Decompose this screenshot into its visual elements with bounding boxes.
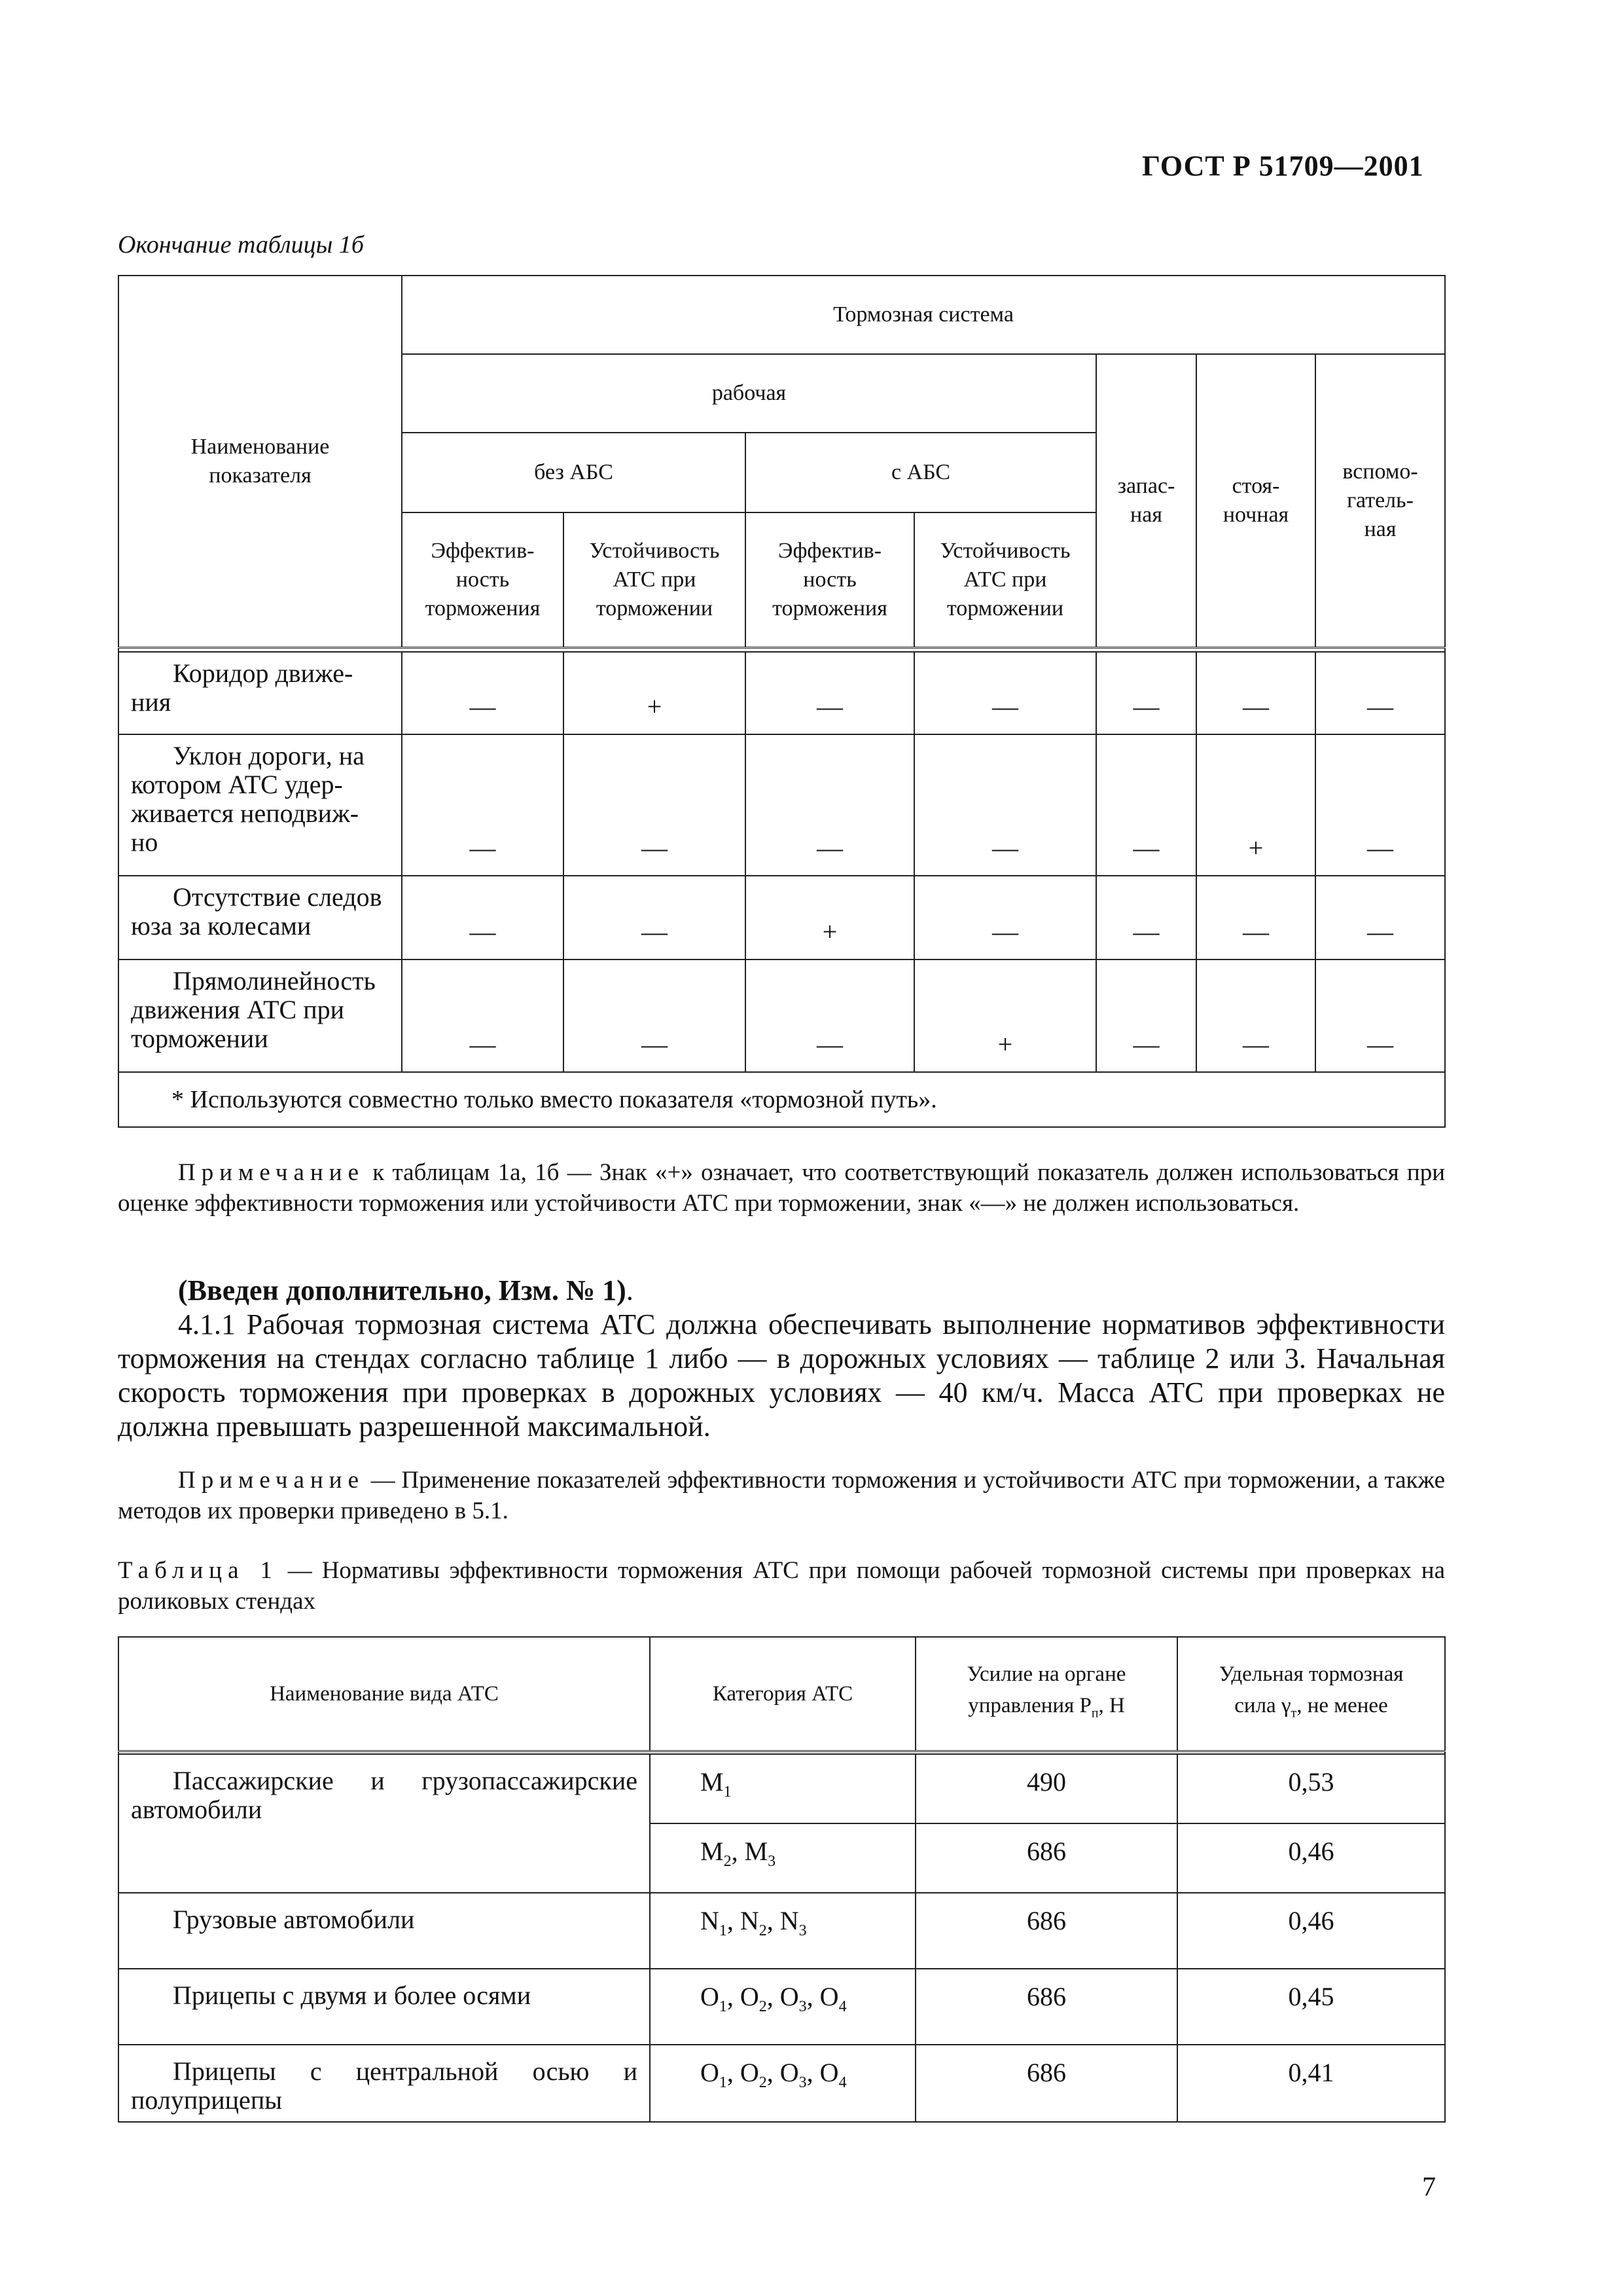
note-text: к таблицам 1а, 1б — Знак «+» означает, что соответствующий показатель должен использоваться при оценке эффективности торможения или устойчивости АТС при торможении, знак «—» не должен использоваться. bbox=[118, 1159, 1445, 1217]
cell-value: — bbox=[402, 652, 563, 734]
cell-value: — bbox=[563, 734, 745, 876]
cell-value: + bbox=[914, 960, 1096, 1072]
table-1 bbox=[118, 1636, 1446, 2123]
document-header: ГОСТ Р 51709—2001 bbox=[1142, 150, 1424, 182]
cell-value: — bbox=[563, 876, 745, 960]
table-1b bbox=[118, 275, 1446, 1128]
vehicle-type-name: Грузовые автомобили bbox=[118, 1893, 650, 1969]
braking-ratio: 0,53 bbox=[1177, 1754, 1445, 1823]
header-effectiveness: Эффектив- ность торможения bbox=[402, 512, 563, 647]
row-indicator-name: Уклон дороги, на котором АТС удер- живается неподвиж- но bbox=[118, 734, 402, 876]
cell-value: — bbox=[563, 960, 745, 1072]
cell-value: — bbox=[1096, 734, 1196, 876]
note-label: Примечание bbox=[178, 1159, 365, 1186]
table-label: Таблица 1 bbox=[118, 1557, 278, 1584]
vehicle-type-name: Прицепы с двумя и более осями bbox=[118, 1969, 650, 2045]
vehicle-category: $M_2$, $M_3$ bbox=[650, 1823, 916, 1893]
control-force: 686 bbox=[916, 1823, 1177, 1893]
cell-value: — bbox=[1096, 876, 1196, 960]
cell-value: + bbox=[1196, 734, 1315, 876]
control-force: 686 bbox=[916, 1893, 1177, 1969]
header-brake-system: Тормозная система bbox=[402, 276, 1445, 354]
cell-value: — bbox=[745, 652, 914, 734]
page-number: 7 bbox=[1422, 2172, 1436, 2202]
cell-value: + bbox=[563, 652, 745, 734]
cell-value: + bbox=[745, 876, 914, 960]
cell-value: — bbox=[914, 652, 1096, 734]
control-force: 490 bbox=[916, 1754, 1177, 1823]
header-vehicle-type: Наименование вида АТС bbox=[118, 1637, 650, 1751]
table-row bbox=[118, 734, 1445, 876]
cell-value: — bbox=[402, 734, 563, 876]
table-row bbox=[118, 2045, 1445, 2122]
table-1b-caption: Окончание таблицы 1б bbox=[118, 231, 364, 259]
cell-value: — bbox=[402, 960, 563, 1072]
vehicle-category: $M_1$ bbox=[650, 1754, 916, 1823]
cell-value: — bbox=[1096, 960, 1196, 1072]
table-header-row bbox=[118, 1637, 1445, 1751]
header-parking: стоя- ночная bbox=[1196, 354, 1315, 647]
header-no-abs: без АБС bbox=[402, 433, 745, 512]
control-force: 686 bbox=[916, 2045, 1177, 2122]
table-footnote: * Используются совместно только вместо показателя «тормозной путь». bbox=[118, 1072, 1445, 1127]
row-indicator-name: Прямолинейность движения АТС при торможении bbox=[118, 960, 402, 1072]
paragraph-text: 4.1.1 Рабочая тормозная система АТС должна обеспечивать выполнение нормативов эффективности торможения на стендах согласно таблице 1 либо — в дорожных условиях — таблице 2 или 3. Начальная скорость торможения при проверках в дорожных условиях — 40 км/ч. Масса АТС при проверках не должна превышать разрешенной максимальной. bbox=[118, 1308, 1445, 1443]
cell-value: — bbox=[1315, 960, 1445, 1072]
cell-value: — bbox=[914, 876, 1096, 960]
cell-value: — bbox=[1096, 652, 1196, 734]
header-category: Категория АТС bbox=[650, 1637, 916, 1751]
header-reserve: запас- ная bbox=[1096, 354, 1196, 647]
cell-value: — bbox=[914, 734, 1096, 876]
row-indicator-name: Отсутствие следов юза за колесами bbox=[118, 876, 402, 960]
braking-ratio: 0,45 bbox=[1177, 1969, 1445, 2045]
table-caption-text: — Нормативы эффективности торможения АТС при помощи рабочей тормозной системы при проверках на роликовых стендах bbox=[118, 1557, 1445, 1615]
braking-ratio: 0,41 bbox=[1177, 2045, 1445, 2122]
table-row bbox=[118, 876, 1445, 960]
row-indicator-name: Коридор движе- ния bbox=[118, 652, 402, 734]
control-force: 686 bbox=[916, 1969, 1177, 2045]
table-row bbox=[118, 1969, 1445, 2045]
table-1-caption bbox=[118, 1555, 1445, 1617]
cell-value: — bbox=[745, 960, 914, 1072]
column-header-indicator: Наименование показателя bbox=[118, 276, 402, 647]
vehicle-type-name: Прицепы с центральной осью и полуприцепы bbox=[118, 2045, 650, 2122]
header-stability: Устойчивость АТС при торможении bbox=[914, 512, 1096, 647]
vehicle-type-name: Пассажирские и грузопассажирские автомобили bbox=[118, 1754, 650, 1893]
cell-value: — bbox=[1315, 734, 1445, 876]
vehicle-category: $O_1$, $O_2$, $O_3$, $O_4$ bbox=[650, 2045, 916, 2122]
braking-ratio: 0,46 bbox=[1177, 1893, 1445, 1969]
note-text: — Применение показателей эффективности торможения и устойчивости АТС при торможении, а также методов их проверки приведено в 5.1. bbox=[118, 1467, 1445, 1524]
braking-ratio: 0,46 bbox=[1177, 1823, 1445, 1893]
cell-value: — bbox=[1315, 876, 1445, 960]
table-row bbox=[118, 1754, 1445, 1823]
header-with-abs: с АБС bbox=[745, 433, 1096, 512]
paragraph-4-1-1: (Введен дополнительно, Изм. № 1). 4.1.1 Рабочая тормозная система АТС должна обеспечивать выполнение нормативов эффективности торможения на стендах согласно таблице 1 либо — в дорожных условиях — таблице 2 или 3. Начальная скорость торможения при проверках в дорожных условиях — 40 км/ч. Масса АТС при проверках не должна превышать разрешенной максимальной. bbox=[118, 1274, 1445, 1443]
header-working: рабочая bbox=[402, 354, 1096, 433]
cell-value: — bbox=[1196, 876, 1315, 960]
header-stability: Устойчивость АТС при торможении bbox=[563, 512, 745, 647]
header-effectiveness: Эффектив- ность торможения bbox=[745, 512, 914, 647]
header-auxiliary: вспомо- гатель- ная bbox=[1315, 354, 1445, 647]
cell-value: — bbox=[745, 734, 914, 876]
header-braking-ratio: Удельная тормозная сила $\gamma_т$, не менее bbox=[1177, 1637, 1445, 1751]
vehicle-category: $O_1$, $O_2$, $O_3$, $O_4$ bbox=[650, 1969, 916, 2045]
amendment-note: (Введен дополнительно, Изм. № 1) bbox=[178, 1274, 626, 1306]
table-row bbox=[118, 1893, 1445, 1969]
table-row bbox=[118, 960, 1445, 1072]
cell-value: — bbox=[402, 876, 563, 960]
cell-value: — bbox=[1315, 652, 1445, 734]
cell-value: — bbox=[1196, 652, 1315, 734]
vehicle-category: $N_1$, $N_2$, $N_3$ bbox=[650, 1893, 916, 1969]
table-row bbox=[118, 652, 1445, 734]
note-label: Примечание bbox=[178, 1467, 365, 1494]
cell-value: — bbox=[1196, 960, 1315, 1072]
note-tables-1a-1b bbox=[118, 1157, 1445, 1219]
header-control-force: Усилие на органе управления $P_п$, Н bbox=[916, 1637, 1177, 1751]
note-methods bbox=[118, 1465, 1445, 1526]
